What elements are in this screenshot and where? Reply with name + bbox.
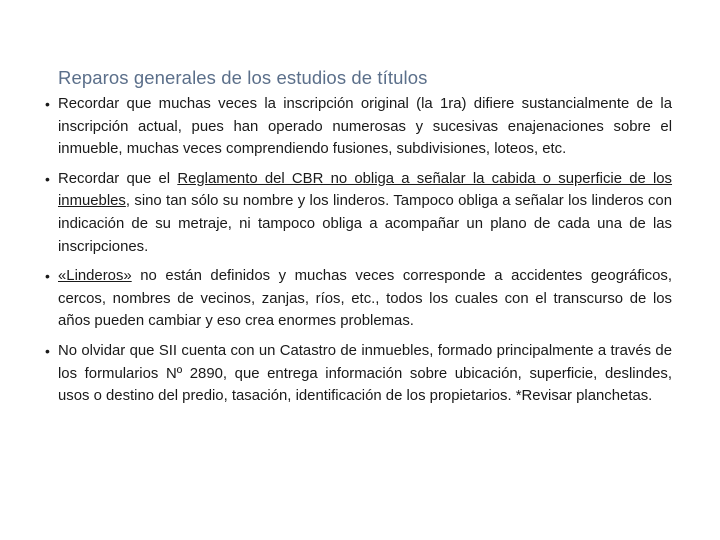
bullet-list xyxy=(58,93,672,415)
bullet-text: Recordar que muchas veces la inscripción original (la 1ra) difiere sustancialmente de la inscripción actual, pues han operado numerosas y sucesivas enajenaciones sobre el inmueble, muchas veces comprendiendo fusiones, subdivisiones, loteos, etc. xyxy=(58,96,672,158)
bullet-text: No olvidar que SII cuenta con un Catastro de inmuebles, formado principalmente a través de los formularios Nº 2890, que entrega información sobre ubicación, superficie, deslindes, usos o destino del predio, tasación, identificación de los propietarios. *Revisar planchetas. xyxy=(58,342,672,405)
bullet-rest-text: no están definidos y muchas veces corresponde a accidentes geográficos, cercos, nombres de vecinos, zanjas, ríos, etc., todos los cuales con el transcurso de los años pueden cambiar y eso crea enormes problemas. xyxy=(58,268,672,330)
bullet-item xyxy=(58,93,672,161)
bullet-rest-text: , sino tan sólo su nombre y los linderos. Tampoco obliga a señalar los linderos con indicación de su metraje, ni tampoco obliga a acompañar un plano de cada una de las inscripciones. xyxy=(58,193,672,255)
underlined-text: Reglamento del CBR no obliga a señalar la cabida o superficie de los inmuebles xyxy=(58,170,673,210)
underlined-text: «Linderos» xyxy=(58,268,132,285)
bullet-lead-text: Recordar que el xyxy=(58,170,178,187)
bullet-item xyxy=(58,340,672,408)
bullet-item xyxy=(58,168,672,258)
bullet-item xyxy=(58,265,672,333)
slide-title: Reparos generales de los estudios de títulos xyxy=(58,67,428,88)
